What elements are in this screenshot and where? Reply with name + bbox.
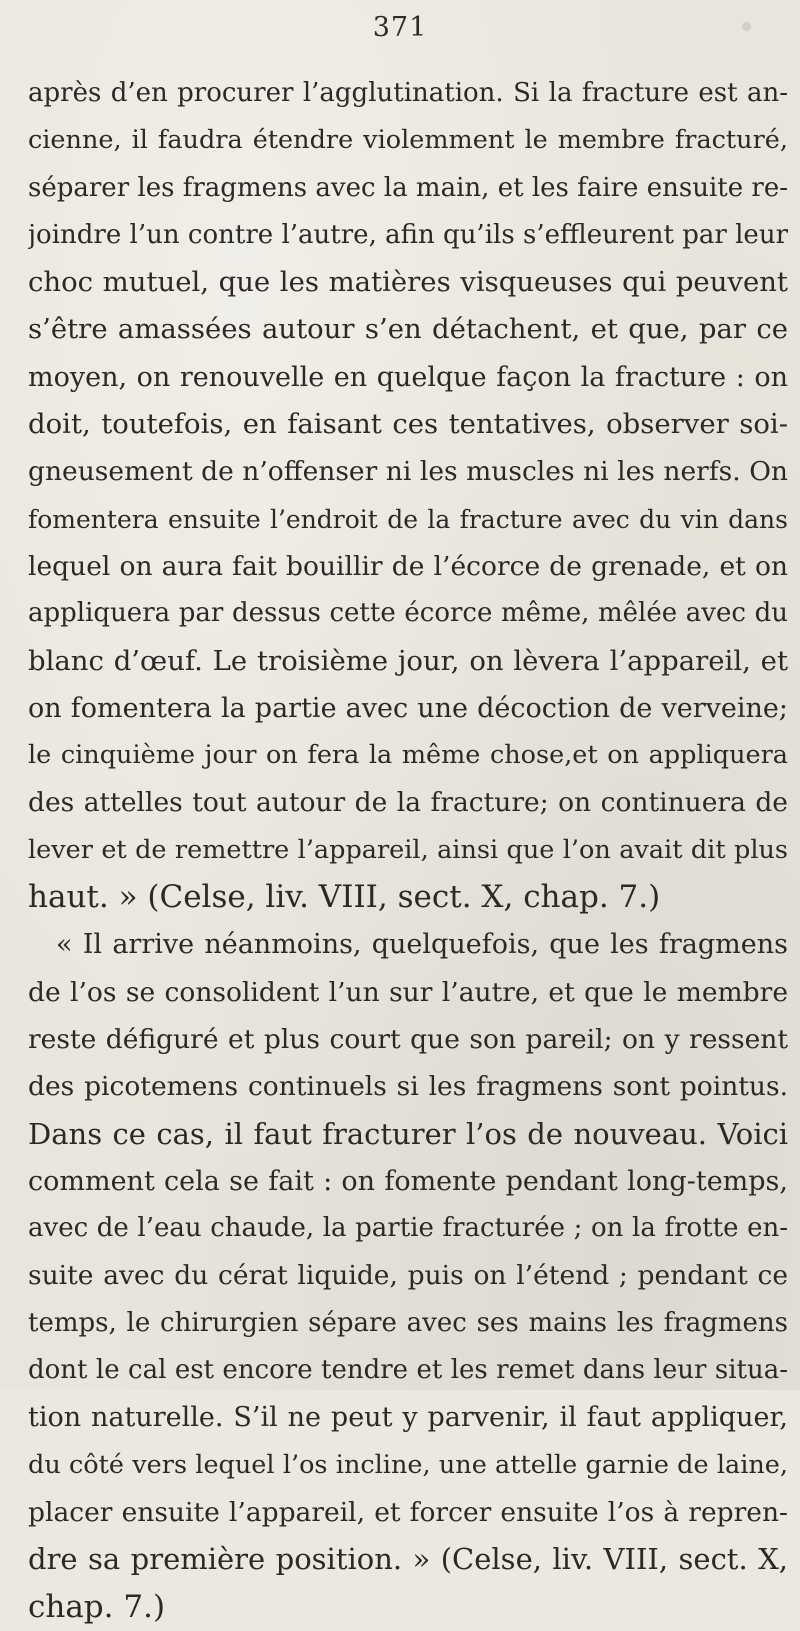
text-line: de l’os se consolident l’un sur l’autre, et que le membre: [28, 976, 788, 1008]
text-line: moyen, on renouvelle en quelque façon la fracture : on: [28, 361, 788, 393]
body-text: [28, 70, 788, 1631]
text-line: doit, toutefois, en faisant ces tentatives, observer soi-: [28, 408, 788, 441]
text-line: haut. » (Celse, liv. VIII, sect. X, chap. 7.): [28, 879, 661, 916]
text-line: des picotemens continuels si les fragmens sont pointus.: [28, 1071, 788, 1103]
text-line: du côté vers lequel l’os incline, une attelle garnie de laine,: [28, 1449, 788, 1480]
text-line: suite avec du cérat liquide, puis on l’étend ; pendant ce: [28, 1260, 788, 1292]
text-line: « Il arrive néanmoins, quelquefois, que les fragmens: [56, 929, 788, 961]
text-line: placer ensuite l’appareil, et forcer ensuite l’os à repren-: [28, 1496, 788, 1528]
text-line: on fomentera la partie avec une décoction de verveine;: [28, 692, 788, 724]
text-line: le cinquième jour on fera la même chose,et on appliquera: [28, 740, 788, 771]
text-line: s’être amassées autour s’en détachent, et que, par ce: [28, 313, 788, 346]
text-line: Dans ce cas, il faut fracturer l’os de nouveau. Voici: [28, 1116, 788, 1151]
text-line: fomentera ensuite l’endroit de la fracture avec du vin dans: [28, 504, 788, 534]
text-line: reste défiguré et plus court que son pareil; on y ressent: [28, 1023, 788, 1055]
text-line: chap. 7.): [28, 1588, 166, 1625]
text-line: tion naturelle. S’il ne peut y parvenir, il faut appliquer,: [28, 1402, 788, 1434]
text-line: après d’en procurer l’agglutination. Si la fracture est an-: [28, 78, 788, 108]
text-line: des attelles tout autour de la fracture; on continuera de: [28, 787, 788, 819]
text-line: avec de l’eau chaude, la partie fracturée ; on la frotte en-: [28, 1213, 788, 1244]
text-line: lever et de remettre l’appareil, ainsi que l’on avait dit plus: [28, 834, 788, 865]
page-number: 371: [372, 12, 428, 43]
text-line: cienne, il faudra étendre violemment le membre fracturé,: [28, 125, 788, 156]
text-line: appliquera par dessus cette écorce même, mêlée avec du: [28, 598, 788, 629]
text-line: gneusement de n’offenser ni les muscles ni les nerfs. On: [28, 456, 788, 488]
text-line: blanc d’œuf. Le troisième jour, on lèvera l’appareil, et: [28, 644, 788, 677]
text-line: lequel on aura fait bouillir de l’écorce de grenade, et on: [28, 550, 788, 582]
text-line: dre sa première position. » (Celse, liv. VIII, sect. X,: [28, 1542, 788, 1577]
text-line: joindre l’un contre l’autre, afin qu’ils s’effleurent par leur: [28, 219, 788, 250]
text-line: dont le cal est encore tendre et les remet dans leur situa-: [28, 1355, 788, 1386]
text-line: temps, le chirurgien sépare avec ses mains les fragmens: [28, 1307, 788, 1338]
text-line: comment cela se fait : on fomente pendant long-temps,: [28, 1165, 788, 1197]
text-line: choc mutuel, que les matières visqueuses qui peuvent: [28, 266, 788, 299]
text-line: séparer les fragmens avec la main, et les faire ensuite re-: [28, 172, 788, 203]
